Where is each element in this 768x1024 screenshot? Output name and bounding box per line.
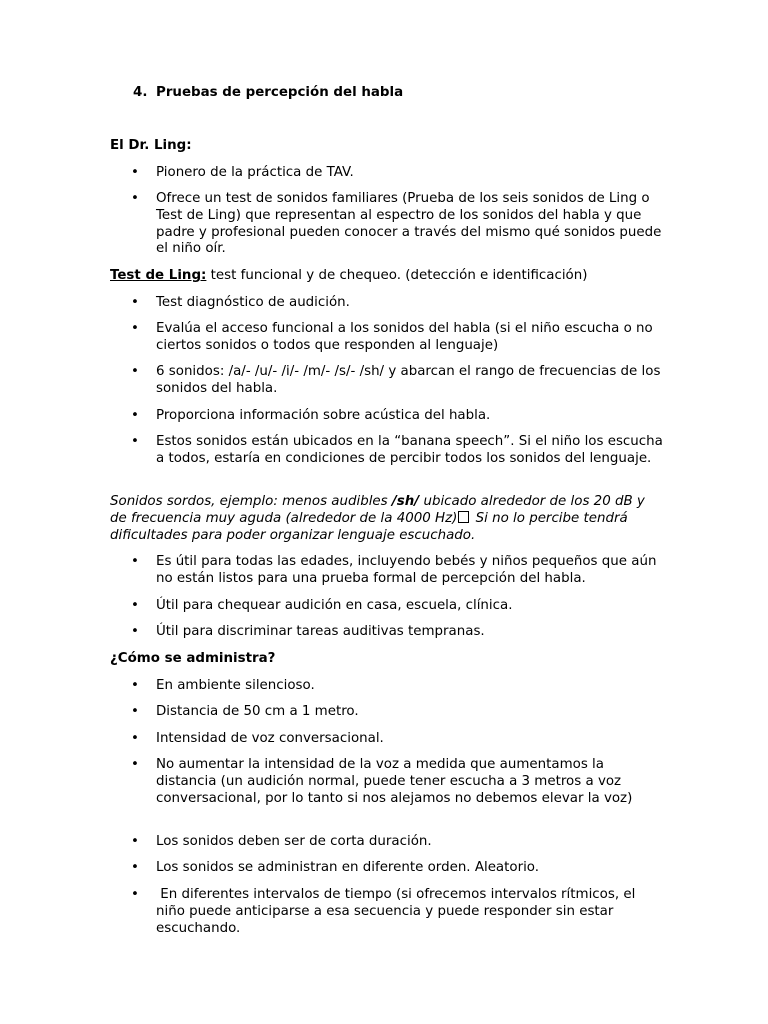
list-item: • En diferentes intervalos de tiempo (si ofrecemos intervalos rítmicos, el niño puede anticiparse a esa secuencia y puede responder sin estar escuchando. xyxy=(131,887,640,936)
list-item: • Los sonidos se administran en diferente orden. Aleatorio. xyxy=(131,860,540,875)
list-item: • Es útil para todas las edades, incluyendo bebés y niños pequeños que aún no están listos para una prueba formal de percepción del habla. xyxy=(131,554,657,586)
bullet-icon: • xyxy=(131,678,139,693)
bullet-icon: • xyxy=(131,295,139,310)
bullet-icon: • xyxy=(131,408,139,423)
bullet-icon: • xyxy=(131,834,139,849)
bullet-icon: • xyxy=(131,165,139,180)
bullet-icon: • xyxy=(131,624,139,639)
bullet-icon: • xyxy=(131,191,139,206)
list-item: • Test diagnóstico de audición. xyxy=(131,295,350,310)
list-item: • Distancia de 50 cm a 1 metro. xyxy=(131,704,359,719)
test-ling-description: test funcional y de chequeo. (detección e identificación) xyxy=(206,268,588,283)
ling-heading: El Dr. Ling: xyxy=(110,138,192,153)
bullet-icon: • xyxy=(131,887,139,902)
list-item: • Proporciona información sobre acústica del habla. xyxy=(131,408,491,423)
bullet-icon: • xyxy=(131,704,139,719)
list-item: • En ambiente silencioso. xyxy=(131,678,315,693)
list-item: • Útil para discriminar tareas auditivas tempranas. xyxy=(131,624,485,639)
section-heading xyxy=(133,85,403,102)
admin-heading: ¿Cómo se administra? xyxy=(110,651,276,666)
list-item: • 6 sonidos: /a/- /u/- /i/- /m/- /s/- /sh/ y abarcan el rango de frecuencias de los sonidos del habla. xyxy=(131,364,661,396)
section-title: Pruebas de percepción del habla xyxy=(156,85,404,100)
list-item: • Útil para chequear audición en casa, escuela, clínica. xyxy=(131,598,513,613)
bullet-icon: • xyxy=(131,554,139,569)
list-item: • Pionero de la práctica de TAV. xyxy=(131,165,354,180)
bullet-icon: • xyxy=(131,598,139,613)
bullet-icon: • xyxy=(131,757,139,772)
test-ling-label: Test de Ling: xyxy=(110,268,207,283)
bullet-icon: • xyxy=(131,321,139,336)
bullet-icon: • xyxy=(131,731,139,746)
list-item: • Ofrece un test de sonidos familiares (Prueba de los seis sonidos de Ling o Test de Ling) que representan al espectro de los sonidos del habla y que padre y profesional pueden conocer a través del mismo qué sonidos puede el niño oír. xyxy=(131,191,662,257)
missing-glyph-icon xyxy=(458,511,469,523)
list-item: • No aumentar la intensidad de la voz a medida que aumentamos la distancia (un audición normal, puede tener escucha a 3 metros a voz conversacional, por lo tanto si nos alejamos no debemos elevar la voz) xyxy=(131,757,633,806)
test-ling-line xyxy=(110,268,670,285)
sordos-paragraph: Sonidos sordos, ejemplo: menos audibles /sh/ ubicado alrededor de los 20 dB y de frecuencia muy aguda (alrededor de la 4000 Hz) Si no lo percibe tendrá dificultades para poder organizar lenguaje escuchado. xyxy=(110,494,645,543)
list-item: • Evalúa el acceso funcional a los sonidos del habla (si el niño escucha o no ciertos sonidos o todos que responden al lenguaje) xyxy=(131,321,653,353)
bullet-icon: • xyxy=(131,434,139,449)
list-item: • Intensidad de voz conversacional. xyxy=(131,731,384,746)
bullet-icon: • xyxy=(131,364,139,379)
list-item: • Los sonidos deben ser de corta duración. xyxy=(131,834,432,849)
section-number: 4. xyxy=(133,85,148,100)
bullet-icon: • xyxy=(131,860,139,875)
list-item: • Estos sonidos están ubicados en la “banana speech”. Si el niño los escucha a todos, estaría en condiciones de percibir todos los sonidos del lenguaje. xyxy=(131,434,663,466)
